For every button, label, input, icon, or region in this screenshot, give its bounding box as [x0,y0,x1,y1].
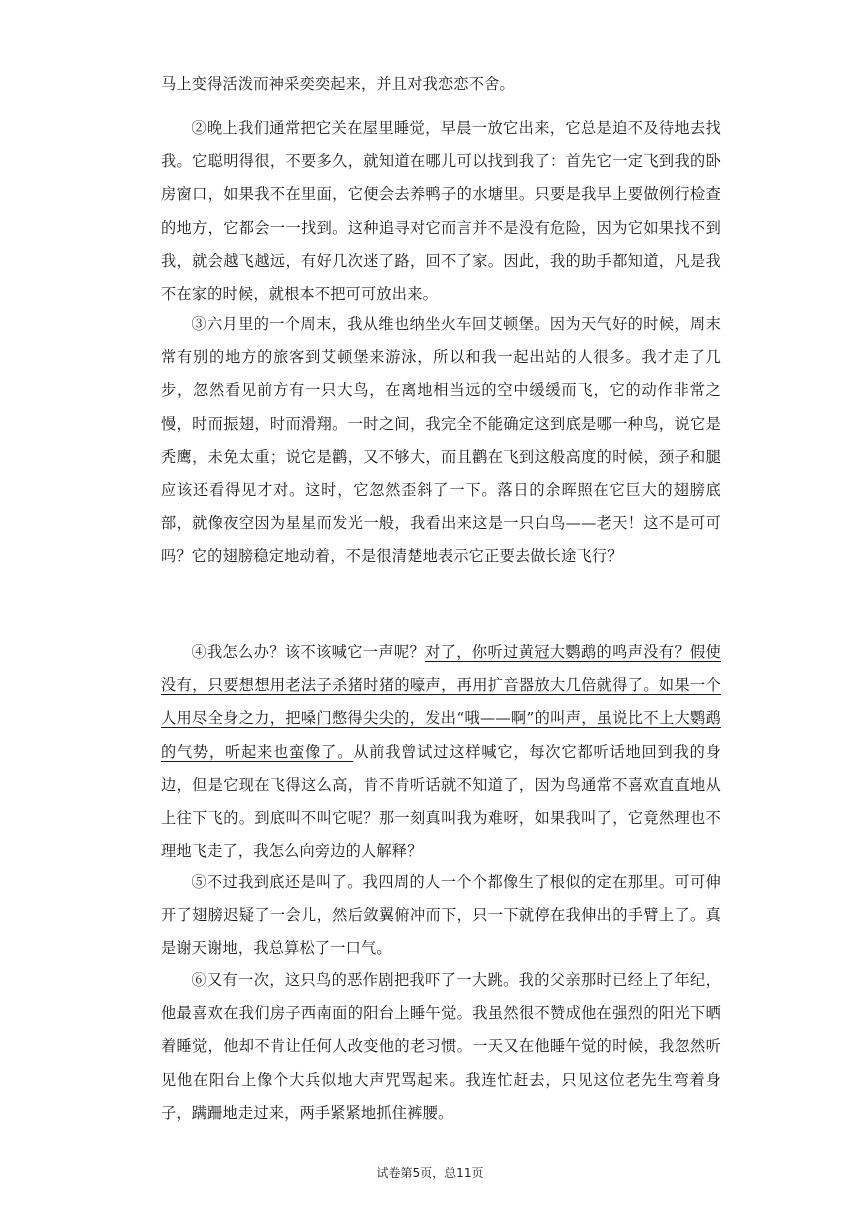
paragraph-5: ⑤不过我到底还是叫了。我四周的人一个个都像生了根似的定在那里。可可伸开了翅膀迟疑了一会儿，然后敛翼俯冲而下，只一下就停在我伸出的手臂上了。真是谢天谢地，我总算松了一口气。 [161,873,721,958]
paragraph-2: ②晚上我们通常把它关在屋里睡觉，早晨一放它出来，它总是迫不及待地去找我。它聪明得很，不要多久，就知道在哪儿可以找到我了：首先它一定飞到我的卧房窗口，如果我不在里面，它便会去养鸭子的水塘里。只要是我早上要做例行检查的地方，它都会一一找到。这种追寻对它而言并不是没有危险，因为它如果找不到我，就会越飞越远，有好几次迷了路，回不了家。因此，我的助手都知道，凡是我不在家的时候，就根本不把可可放出来。 [161,119,721,304]
paragraph-continuation: 马上变得活泼而神采奕奕起来，并且对我恋恋不舍。 [161,75,515,93]
page-footer: 试卷第5页，总11页 [376,1166,484,1180]
paragraph-4 [161,636,721,868]
paragraph-4-rest: 从前我曾试过这样喊它，每次它都听话地回到我的身边，但是它现在飞得这么高，肯不肯听话就不知道了，因为鸟通常不喜欢直直地从上往下飞的。到底叫不叫它呢？那一刻真叫我为难呀，如果我叫了，它竟然理也不理地飞走了，我怎么向旁边的人解释？ [161,742,721,861]
paragraph-4-intro: ④我怎么办？该不该喊它一声呢？ [191,643,426,661]
paragraph-6: ⑥又有一次，这只鸟的恶作剧把我吓了一大跳。我的父亲那时已经上了年纪，他最喜欢在我们房子西南面的阳台上睡午觉。我虽然很不赞成他在强烈的阳光下晒着睡觉，他却不肯让任何人改变他的老习惯。一天又在他睡午觉的时候，我忽然听见他在阳台上像个大兵似地大声咒骂起来。我连忙赶去，只见这位老先生弯着身子，蹒跚地走过来，两手紧紧地抓住裤腰。 [161,971,721,1122]
paragraph-3: ③六月里的一个周末，我从维也纳坐火车回艾顿堡。因为天气好的时候，周末常有别的地方的旅客到艾顿堡来游泳，所以和我一起出站的人很多。我才走了几步，忽然看见前方有一只大鸟，在离地相当远的空中缓缓而飞，它的动作非常之慢，时而振翅，时而滑翔。一时之间，我完全不能确定这到底是哪一种鸟，说它是秃鹰，未免太重；说它是鹳，又不够大，而且鹳在飞到这般高度的时候，颈子和腿应该还看得见才对。这时，它忽然歪斜了一下。落日的余晖照在它巨大的翅膀底部，就像夜空因为星星而发光一般，我看出来这是一只白鸟——老天！这不是可可吗？它的翅膀稳定地动着，不是很清楚地表示它正要去做长途飞行？ [161,315,721,566]
underlined-passage: 对了，你听过黄冠大鹦鹉的鸣声没有？假使没有，只要想想用老法子杀猪时猪的嚎声，再用扩音器放大几倍就得了。如果一个人用尽全身之力，把嗓门憋得尖尖的，发出“哦——啊”的叫声，虽说比不上大鹦鹉的气势，听起来也蛮像了。 [161,643,721,761]
